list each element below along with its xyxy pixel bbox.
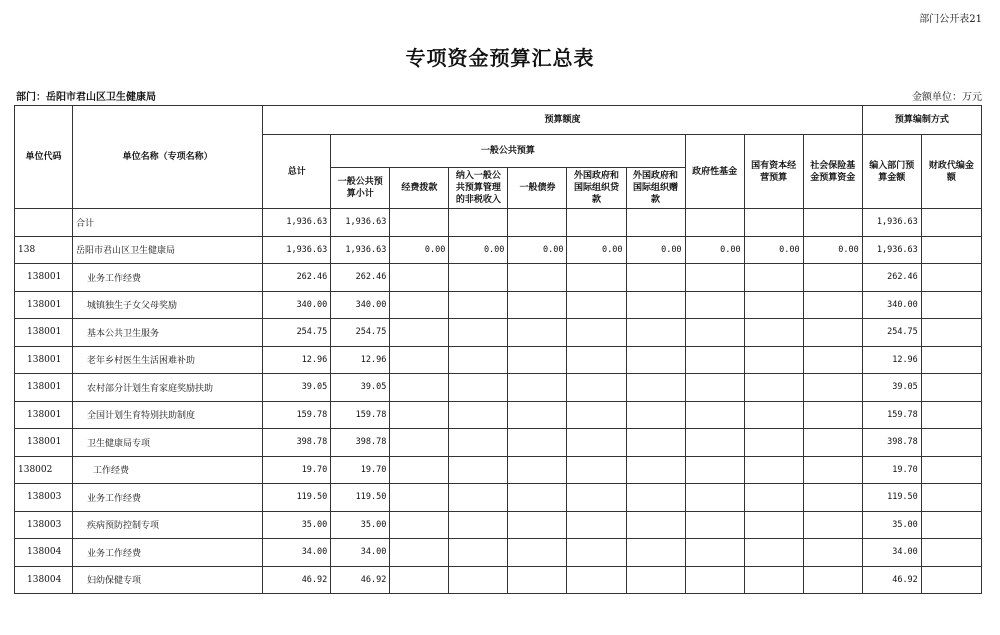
department-label: 部门：岳阳市君山区卫生健康局	[16, 92, 156, 103]
grant-cell	[626, 346, 685, 374]
govfund-cell	[685, 511, 744, 539]
proxy-cell	[921, 429, 981, 457]
nontax-cell	[449, 291, 508, 319]
nontax-cell	[449, 566, 508, 594]
into-dept-cell: 39.05	[862, 374, 921, 402]
nontax-cell	[449, 346, 508, 374]
currency-unit-label: 金额单位：万元	[912, 92, 982, 103]
funding-cell	[390, 511, 449, 539]
table-row	[15, 539, 982, 567]
nontax-cell	[449, 209, 508, 237]
bond-cell	[508, 264, 567, 292]
grant-cell	[626, 429, 685, 457]
subtotal-cell: 262.46	[331, 264, 390, 292]
loan-cell: 0.00	[567, 236, 626, 264]
page-title: 专项资金预算汇总表	[405, 46, 595, 70]
statecap-cell	[744, 346, 803, 374]
into-dept-cell: 159.78	[862, 401, 921, 429]
name-cell: 业务工作经费	[73, 539, 263, 567]
total-cell: 262.46	[263, 264, 331, 292]
statecap-cell	[744, 319, 803, 347]
into-dept-cell: 262.46	[862, 264, 921, 292]
govfund-cell	[685, 566, 744, 594]
statecap-cell	[744, 209, 803, 237]
subtotal-cell: 34.00	[331, 539, 390, 567]
into-dept-cell: 34.00	[862, 539, 921, 567]
table-row	[15, 566, 982, 594]
nontax-cell	[449, 264, 508, 292]
bond-cell	[508, 401, 567, 429]
social-cell	[803, 291, 862, 319]
table-row	[15, 401, 982, 429]
loan-cell	[567, 346, 626, 374]
grant-cell	[626, 291, 685, 319]
total-cell: 46.92	[263, 566, 331, 594]
statecap-cell	[744, 264, 803, 292]
social-cell	[803, 401, 862, 429]
loan-cell	[567, 539, 626, 567]
total-cell: 19.70	[263, 456, 331, 484]
proxy-cell	[921, 209, 981, 237]
grant-cell: 0.00	[626, 236, 685, 264]
nontax-cell	[449, 456, 508, 484]
subtotal-cell: 35.00	[331, 511, 390, 539]
total-cell: 398.78	[263, 429, 331, 457]
subtotal-cell: 340.00	[331, 291, 390, 319]
table-row	[15, 346, 982, 374]
table-row	[15, 264, 982, 292]
subtotal-cell: 398.78	[331, 429, 390, 457]
code-cell: 138003	[15, 511, 73, 539]
statecap-cell	[744, 539, 803, 567]
govfund-cell	[685, 264, 744, 292]
header-general-subtotal: 一般公共预算小计	[331, 168, 390, 209]
loan-cell	[567, 511, 626, 539]
bond-cell	[508, 484, 567, 512]
govfund-cell	[685, 209, 744, 237]
header-gov-fund: 政府性基金	[685, 135, 744, 209]
total-cell: 1,936.63	[263, 236, 331, 264]
grant-cell	[626, 264, 685, 292]
total-cell: 119.50	[263, 484, 331, 512]
statecap-cell	[744, 511, 803, 539]
bond-cell	[508, 456, 567, 484]
nontax-cell	[449, 511, 508, 539]
funding-cell	[390, 456, 449, 484]
nontax-cell	[449, 374, 508, 402]
govfund-cell	[685, 346, 744, 374]
proxy-cell	[921, 346, 981, 374]
proxy-cell	[921, 539, 981, 567]
subtotal-cell: 12.96	[331, 346, 390, 374]
govfund-cell	[685, 429, 744, 457]
into-dept-cell: 254.75	[862, 319, 921, 347]
bond-cell	[508, 566, 567, 594]
grant-cell	[626, 209, 685, 237]
statecap-cell	[744, 484, 803, 512]
govfund-cell	[685, 484, 744, 512]
name-cell: 业务工作经费	[73, 484, 263, 512]
code-cell: 138003	[15, 484, 73, 512]
subtotal-cell: 119.50	[331, 484, 390, 512]
header-unit-code: 单位代码	[15, 106, 73, 209]
nontax-cell	[449, 484, 508, 512]
into-dept-cell: 1,936.63	[862, 209, 921, 237]
table-row	[15, 209, 982, 237]
nontax-cell	[449, 429, 508, 457]
social-cell	[803, 484, 862, 512]
name-cell: 城镇独生子女父母奖励	[73, 291, 263, 319]
govfund-cell	[685, 456, 744, 484]
grant-cell	[626, 374, 685, 402]
bond-cell	[508, 291, 567, 319]
code-cell: 138004	[15, 539, 73, 567]
nontax-cell	[449, 319, 508, 347]
header-into-dept: 编入部门预算金额	[862, 135, 921, 209]
grant-cell	[626, 511, 685, 539]
header-unit-name: 单位名称（专项名称）	[73, 106, 263, 209]
social-cell	[803, 374, 862, 402]
budget-summary-table	[14, 105, 982, 594]
name-cell: 妇幼保健专项	[73, 566, 263, 594]
into-dept-cell: 35.00	[862, 511, 921, 539]
proxy-cell	[921, 374, 981, 402]
proxy-cell	[921, 291, 981, 319]
table-row	[15, 429, 982, 457]
table-row	[15, 374, 982, 402]
total-cell: 12.96	[263, 346, 331, 374]
total-cell: 159.78	[263, 401, 331, 429]
code-cell: 138001	[15, 291, 73, 319]
social-cell	[803, 511, 862, 539]
loan-cell	[567, 291, 626, 319]
code-cell: 138	[15, 236, 73, 264]
statecap-cell	[744, 566, 803, 594]
funding-cell	[390, 566, 449, 594]
statecap-cell	[744, 456, 803, 484]
funding-cell	[390, 429, 449, 457]
header-general-bond: 一般债券	[508, 168, 567, 209]
table-row	[15, 484, 982, 512]
statecap-cell: 0.00	[744, 236, 803, 264]
grant-cell	[626, 319, 685, 347]
table-row	[15, 319, 982, 347]
subtotal-cell: 254.75	[331, 319, 390, 347]
header-fiscal-proxy: 财政代编金额	[921, 135, 981, 209]
code-cell: 138001	[15, 374, 73, 402]
total-cell: 35.00	[263, 511, 331, 539]
subtotal-cell: 159.78	[331, 401, 390, 429]
bond-cell	[508, 511, 567, 539]
loan-cell	[567, 374, 626, 402]
header-budget-method: 预算编制方式	[862, 106, 981, 135]
govfund-cell	[685, 401, 744, 429]
subtotal-cell: 1,936.63	[331, 236, 390, 264]
header-general-public-budget: 一般公共预算	[331, 135, 685, 168]
header-foreign-grant: 外国政府和国际组织赠款	[626, 168, 685, 209]
proxy-cell	[921, 566, 981, 594]
statecap-cell	[744, 291, 803, 319]
subtotal-cell: 46.92	[331, 566, 390, 594]
grant-cell	[626, 401, 685, 429]
loan-cell	[567, 456, 626, 484]
loan-cell	[567, 209, 626, 237]
name-cell: 老年乡村医生生活困难补助	[73, 346, 263, 374]
funding-cell	[390, 539, 449, 567]
funding-cell	[390, 346, 449, 374]
total-cell: 254.75	[263, 319, 331, 347]
code-cell	[15, 209, 73, 237]
govfund-cell	[685, 319, 744, 347]
funding-cell	[390, 264, 449, 292]
govfund-cell: 0.00	[685, 236, 744, 264]
total-cell: 1,936.63	[263, 209, 331, 237]
funding-cell	[390, 209, 449, 237]
header-foreign-loan: 外国政府和国际组织贷款	[567, 168, 626, 209]
bond-cell	[508, 374, 567, 402]
header-social-insurance: 社会保险基金预算资金	[803, 135, 862, 209]
proxy-cell	[921, 264, 981, 292]
social-cell	[803, 456, 862, 484]
social-cell	[803, 539, 862, 567]
statecap-cell	[744, 374, 803, 402]
into-dept-cell: 12.96	[862, 346, 921, 374]
funding-cell	[390, 401, 449, 429]
into-dept-cell: 398.78	[862, 429, 921, 457]
statecap-cell	[744, 401, 803, 429]
social-cell	[803, 209, 862, 237]
statecap-cell	[744, 429, 803, 457]
name-cell: 卫生健康局专项	[73, 429, 263, 457]
code-cell: 138001	[15, 264, 73, 292]
header-nontax: 纳入一般公共预算管理的非税收入	[449, 168, 508, 209]
total-cell: 340.00	[263, 291, 331, 319]
funding-cell	[390, 374, 449, 402]
grant-cell	[626, 566, 685, 594]
govfund-cell	[685, 539, 744, 567]
proxy-cell	[921, 319, 981, 347]
into-dept-cell: 119.50	[862, 484, 921, 512]
name-cell: 疾病预防控制专项	[73, 511, 263, 539]
header-funding: 经费拨款	[390, 168, 449, 209]
loan-cell	[567, 566, 626, 594]
subtotal-cell: 1,936.63	[331, 209, 390, 237]
code-cell: 138002	[15, 456, 73, 484]
grant-cell	[626, 456, 685, 484]
bond-cell	[508, 346, 567, 374]
grant-cell	[626, 539, 685, 567]
loan-cell	[567, 319, 626, 347]
proxy-cell	[921, 456, 981, 484]
code-cell: 138001	[15, 319, 73, 347]
grant-cell	[626, 484, 685, 512]
name-cell: 工作经费	[73, 456, 263, 484]
name-cell: 合计	[73, 209, 263, 237]
funding-cell	[390, 319, 449, 347]
into-dept-cell: 340.00	[862, 291, 921, 319]
loan-cell	[567, 429, 626, 457]
funding-cell	[390, 291, 449, 319]
social-cell	[803, 319, 862, 347]
social-cell	[803, 264, 862, 292]
nontax-cell	[449, 401, 508, 429]
name-cell: 业务工作经费	[73, 264, 263, 292]
name-cell: 全国计划生育特别扶助制度	[73, 401, 263, 429]
social-cell	[803, 566, 862, 594]
into-dept-cell: 19.70	[862, 456, 921, 484]
total-cell: 39.05	[263, 374, 331, 402]
loan-cell	[567, 484, 626, 512]
header-total: 总计	[263, 135, 331, 209]
bond-cell	[508, 539, 567, 567]
form-number: 部门公开表21	[919, 14, 982, 25]
social-cell: 0.00	[803, 236, 862, 264]
into-dept-cell: 46.92	[862, 566, 921, 594]
header-budget-amount: 预算额度	[263, 106, 863, 135]
bond-cell: 0.00	[508, 236, 567, 264]
table-row	[15, 456, 982, 484]
code-cell: 138001	[15, 346, 73, 374]
proxy-cell	[921, 401, 981, 429]
loan-cell	[567, 264, 626, 292]
nontax-cell	[449, 539, 508, 567]
name-cell: 基本公共卫生服务	[73, 319, 263, 347]
bond-cell	[508, 209, 567, 237]
name-cell: 岳阳市君山区卫生健康局	[73, 236, 263, 264]
subtotal-cell: 19.70	[331, 456, 390, 484]
code-cell: 138001	[15, 429, 73, 457]
funding-cell	[390, 484, 449, 512]
table-row	[15, 511, 982, 539]
govfund-cell	[685, 291, 744, 319]
social-cell	[803, 346, 862, 374]
proxy-cell	[921, 236, 981, 264]
code-cell: 138004	[15, 566, 73, 594]
social-cell	[803, 429, 862, 457]
table-row	[15, 236, 982, 264]
loan-cell	[567, 401, 626, 429]
funding-cell: 0.00	[390, 236, 449, 264]
table-row	[15, 291, 982, 319]
govfund-cell	[685, 374, 744, 402]
into-dept-cell: 1,936.63	[862, 236, 921, 264]
bond-cell	[508, 319, 567, 347]
subtotal-cell: 39.05	[331, 374, 390, 402]
bond-cell	[508, 429, 567, 457]
header-state-capital: 国有资本经营预算	[744, 135, 803, 209]
name-cell: 农村部分计划生育家庭奖励扶助	[73, 374, 263, 402]
total-cell: 34.00	[263, 539, 331, 567]
code-cell: 138001	[15, 401, 73, 429]
proxy-cell	[921, 511, 981, 539]
budget-table-body	[15, 209, 982, 594]
nontax-cell: 0.00	[449, 236, 508, 264]
proxy-cell	[921, 484, 981, 512]
